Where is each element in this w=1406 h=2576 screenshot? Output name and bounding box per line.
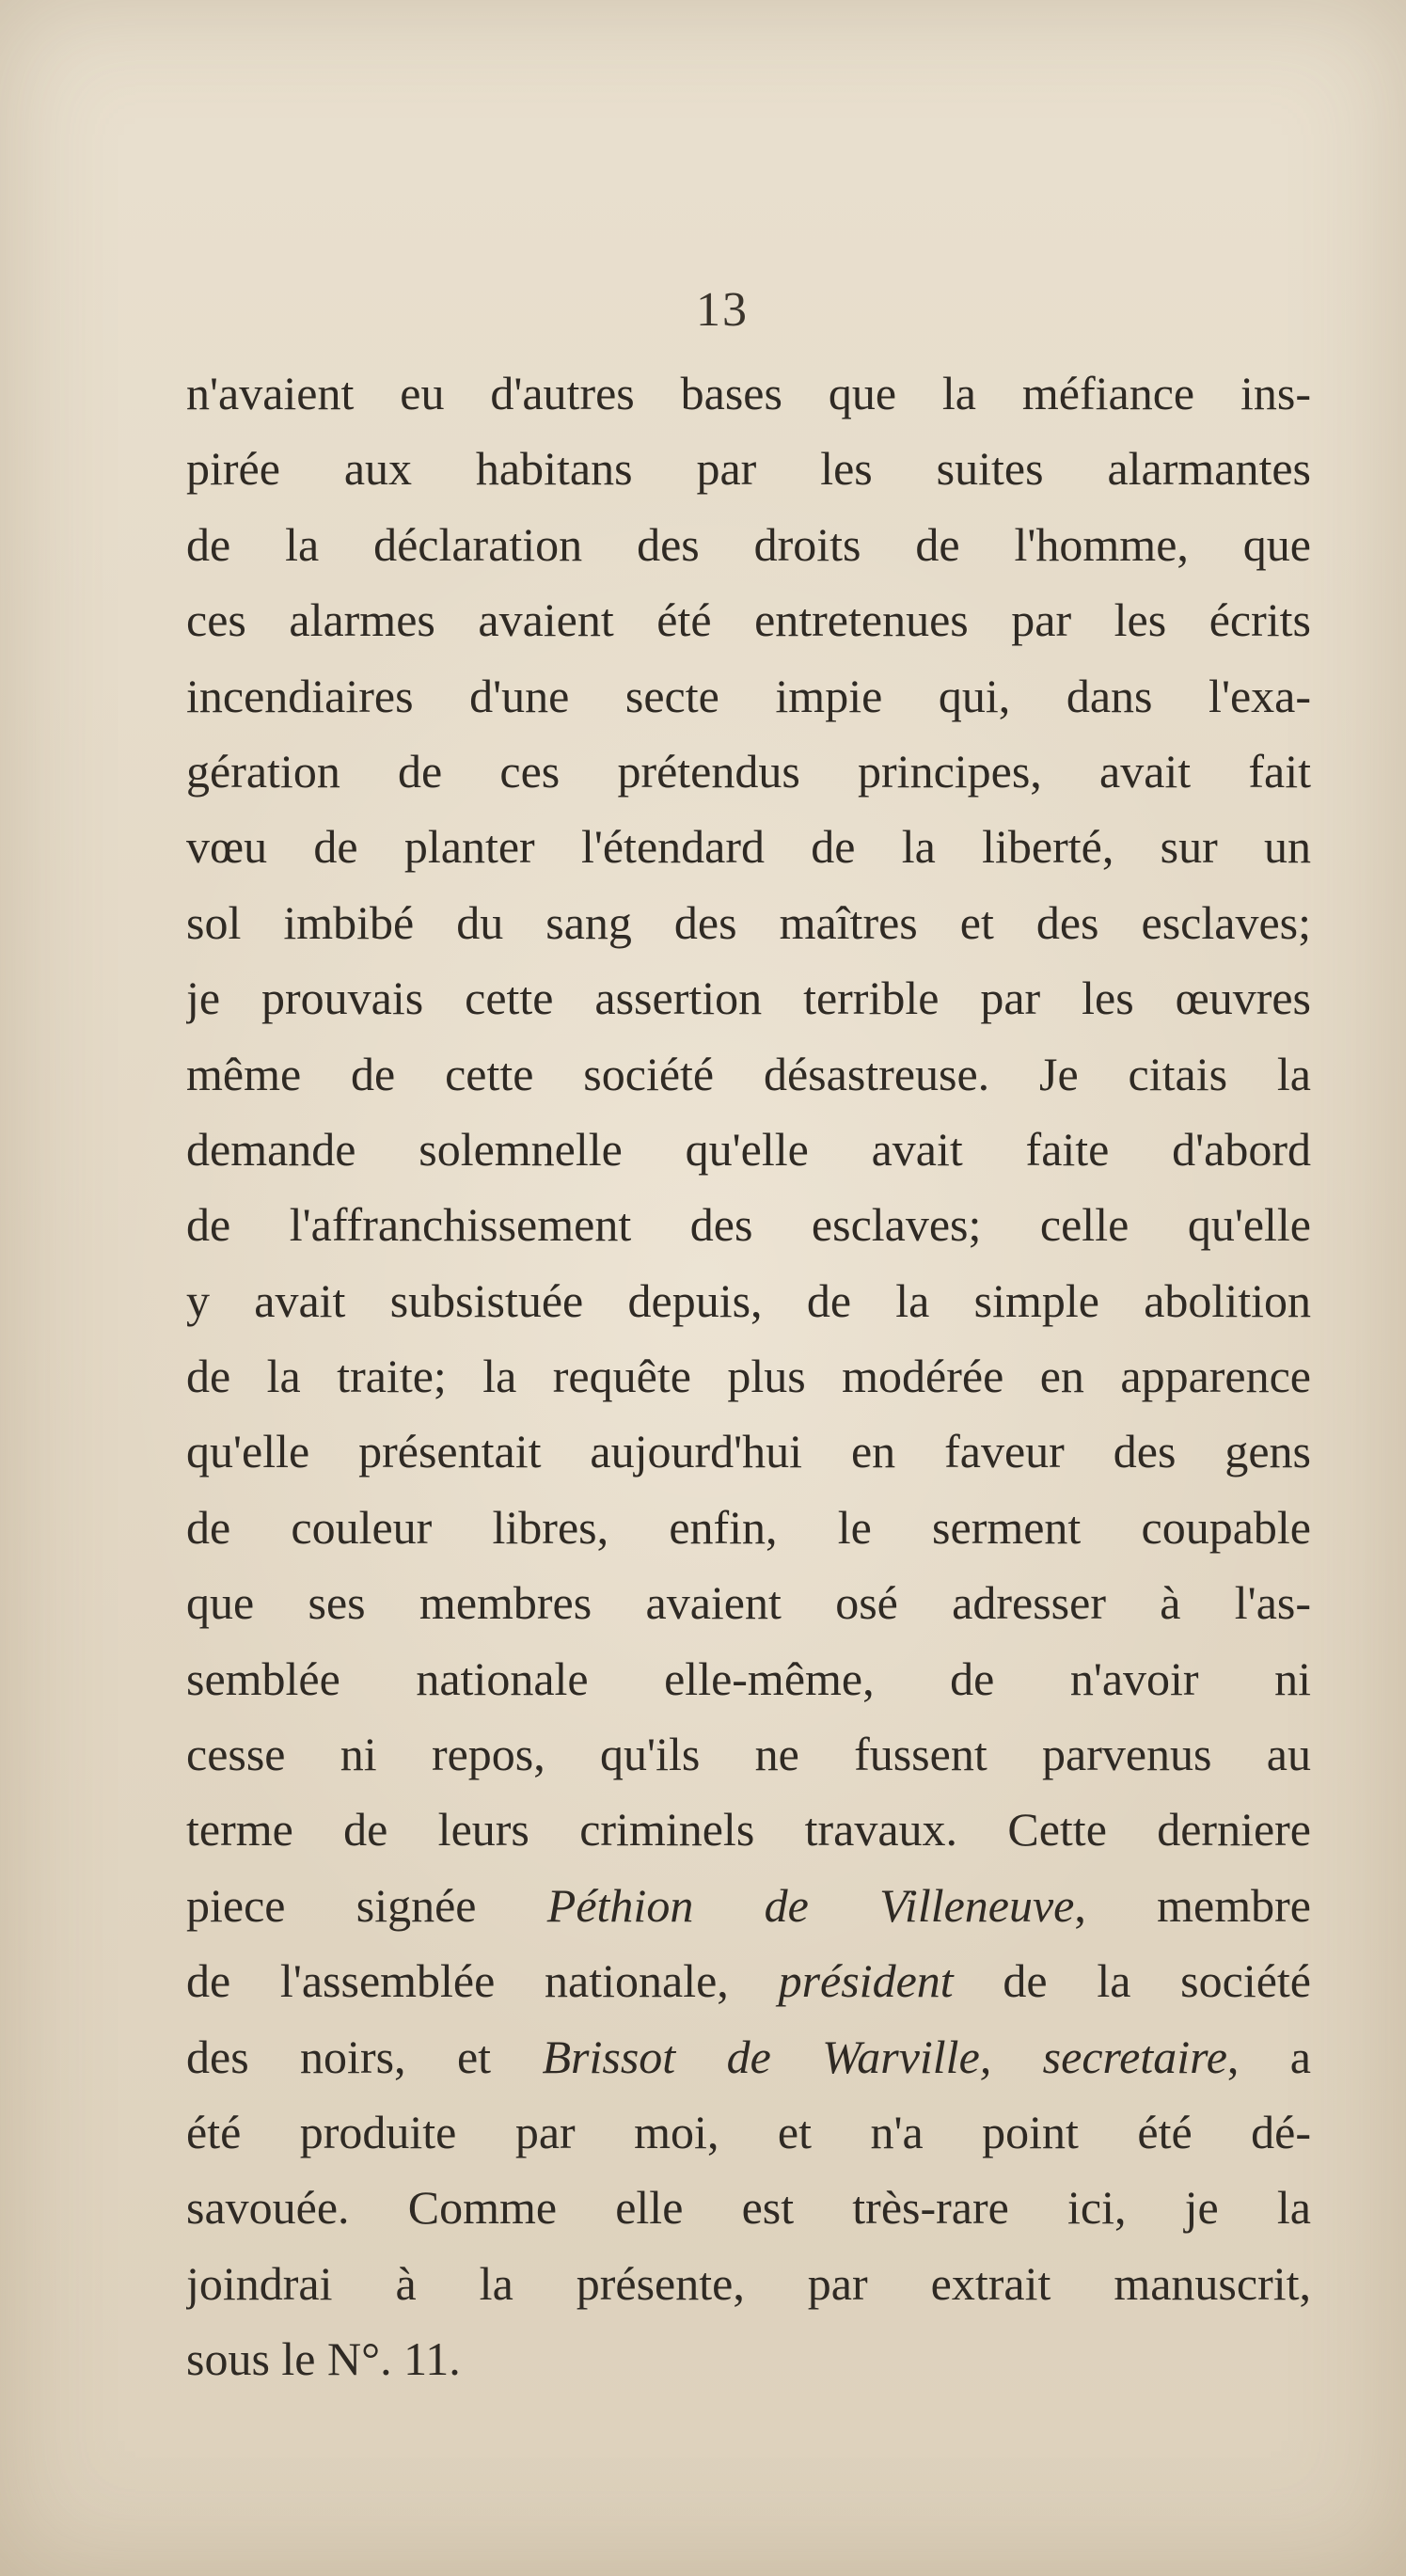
text-line: savouée. Comme elle est très-rare ici, je la — [186, 2181, 1311, 2235]
text-run: de la société — [953, 1954, 1311, 2008]
text-line: y avait subsistuée depuis, de la simple abolition — [186, 1273, 1311, 1327]
text-line: je prouvais cette assertion terrible par les œuvres — [186, 972, 1311, 1025]
italic-title: président — [778, 1954, 954, 2008]
text-run: , a — [1226, 2030, 1311, 2083]
text-line: de couleur libres, enfin, le serment coupable — [186, 1500, 1311, 1554]
text-line — [186, 1868, 1311, 1943]
text-line: demande solemnelle qu'elle avait faite d'abord — [186, 1122, 1311, 1176]
text-line: qu'elle présentait aujourd'hui en faveur des gens — [186, 1425, 1311, 1478]
text-line: même de cette société désastreuse. Je citais la — [186, 1047, 1311, 1100]
text-line: ces alarmes avaient été entretenues par les écrits — [186, 593, 1311, 647]
text-line: incendiaires d'une secte impie qui, dans l'exa- — [186, 669, 1311, 722]
text-line — [186, 1943, 1311, 2018]
text-line: terme de leurs criminels travaux. Cette derniere — [186, 1803, 1311, 1857]
text-line-last: sous le N°. 11. — [186, 2332, 461, 2386]
text-line — [186, 2019, 1311, 2094]
text-line: été produite par moi, et n'a point été dé- — [186, 2105, 1311, 2158]
italic-name: Brissot de Warville, secretaire — [542, 2030, 1227, 2083]
text-line: de l'affranchissement des esclaves; celle qu'elle — [186, 1198, 1311, 1252]
body-text — [186, 356, 1311, 2397]
text-line: de la déclaration des droits de l'homme, que — [186, 517, 1311, 571]
text-line: de la traite; la requête plus modérée en apparence — [186, 1350, 1311, 1403]
text-line: pirée aux habitans par les suites alarmantes — [186, 442, 1311, 496]
text-run: des noirs, et — [186, 2030, 543, 2083]
text-line: vœu de planter l'étendard de la liberté, sur un — [186, 820, 1311, 874]
text-run: piece signée — [186, 1878, 547, 1932]
text-line: joindrai à la présente, par extrait manuscrit, — [186, 2256, 1311, 2310]
text-line: sol imbibé du sang des maîtres et des esclaves; — [186, 895, 1311, 949]
text-line: que ses membres avaient osé adresser à l'as- — [186, 1576, 1311, 1630]
text-run: , membre — [1074, 1878, 1311, 1932]
text-run: de l'assemblée nationale, — [186, 1954, 779, 2008]
italic-name: Péthion de Villeneuve — [546, 1878, 1075, 1932]
text-line: gération de ces prétendus principes, avait fait — [186, 744, 1311, 798]
text-line: semblée nationale elle-même, de n'avoir ni — [186, 1651, 1311, 1705]
page-number: 13 — [696, 283, 749, 337]
text-line: n'avaient eu d'autres bases que la méfiance ins- — [186, 367, 1311, 419]
text-line: cesse ni repos, qu'ils ne fussent parvenus au — [186, 1728, 1311, 1781]
